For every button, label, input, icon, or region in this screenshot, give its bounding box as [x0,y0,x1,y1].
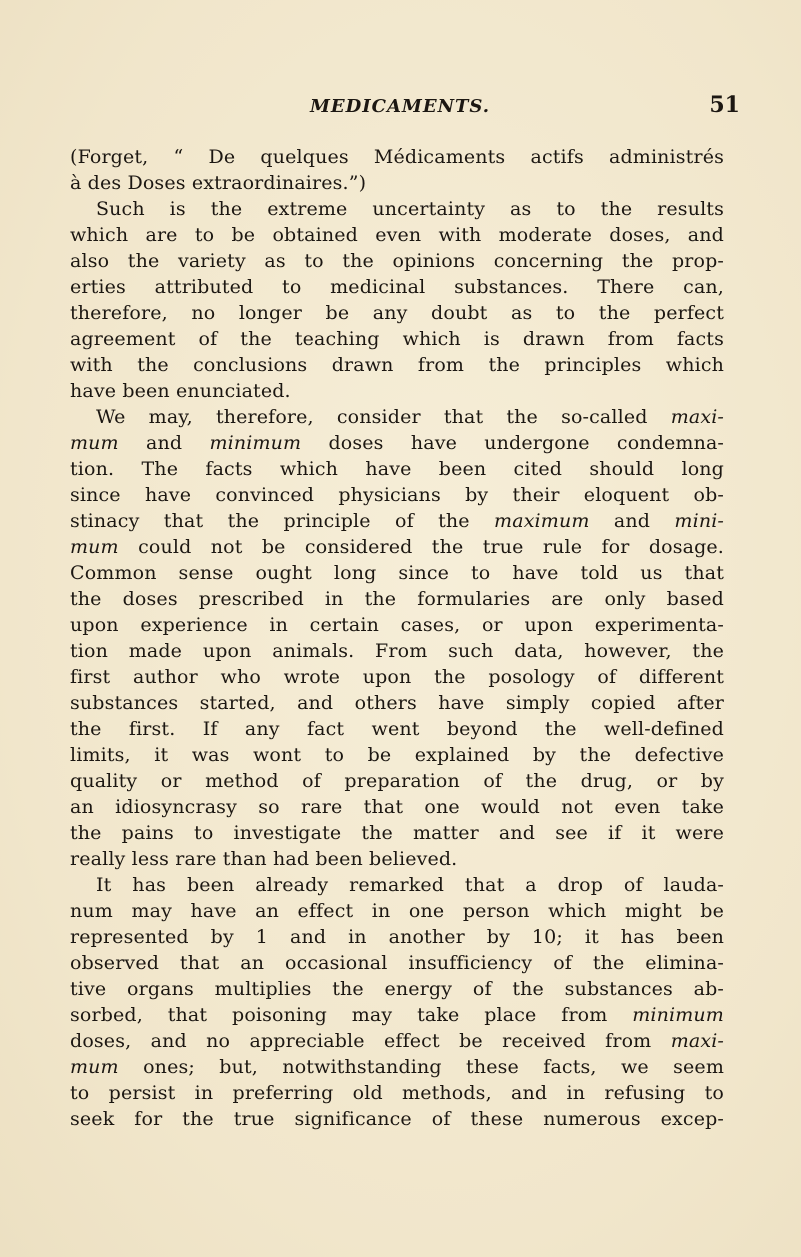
text-line: Common sense ought long since to have told us that [70,562,724,584]
text-line: first author who wrote upon the posology of different [70,666,724,688]
text-line: upon experience in certain cases, or upon experimenta- [70,614,724,636]
text-line [70,508,724,534]
text-line: limits, it was wont to be explained by the defective [70,744,724,766]
text-line: really less rare than had been believed. [70,848,458,870]
italic-term: mum [70,536,119,558]
text-line [70,430,724,456]
text-line: have been enunciated. [70,380,291,402]
italic-term: maxi- [670,406,724,428]
text-line: to persist in preferring old methods, and in refusing to [70,1082,724,1104]
text-segment: doses have undergone condemna- [301,432,725,454]
text-line: seek for the true significance of these numerous excep- [70,1108,724,1130]
body-text [70,144,724,1132]
text-line: tion made upon animals. From such data, however, the [70,640,724,662]
page-number: 51 [709,92,740,118]
italic-term: maximum [494,510,590,532]
text-line: erties attributed to medicinal substances. There can, [70,276,724,298]
text-segment: and [589,510,675,532]
text-line: which are to be obtained even with moderate doses, and [70,224,724,246]
text-line: agreement of the teaching which is drawn from facts [70,328,724,350]
text-line: quality or method of preparation of the drug, or by [70,770,724,792]
text-line: represented by 1 and in another by 10; it has been [70,926,724,948]
text-segment: doses, and no appreciable effect be received from [70,1030,671,1052]
text-line: with the conclusions drawn from the principles which [70,354,724,376]
text-line: the pains to investigate the matter and see if it were [70,822,724,844]
text-line: observed that an occasional insufficiency of the elimina- [70,952,724,974]
text-line: tion. The facts which have been cited should long [70,458,724,480]
italic-term: minimum [632,1004,724,1026]
text-segment: and [118,432,210,454]
text-line: tive organs multiplies the energy of the substances ab- [70,978,724,1000]
italic-term: maxi- [670,1030,724,1052]
text-segment: sorbed, that poisoning may take place from [70,1004,633,1026]
text-line: the first. If any fact went beyond the well-defined [70,718,724,740]
text-line: substances started, and others have simply copied after [70,692,724,714]
text-line [70,1002,724,1028]
text-line: (Forget, “ De quelques Médicaments actifs administrés [70,146,724,168]
text-line: It has been already remarked that a drop of lauda- [96,874,724,896]
italic-term: minimum [209,432,302,454]
text-line [70,1054,724,1080]
text-segment: stinacy that the principle of the [70,510,495,532]
italic-term: mum [70,1056,119,1078]
text-line [70,534,724,560]
text-line: also the variety as to the opinions concerning the prop- [70,250,724,272]
text-segment: could not be considered the true rule for dosage. [118,536,724,558]
text-line: num may have an effect in one person which might be [70,900,724,922]
italic-term: mini- [674,510,724,532]
text-line: Such is the extreme uncertainty as to the results [96,198,724,220]
text-line: an idiosyncrasy so rare that one would not even take [70,796,724,818]
running-head: MEDICAMENTS. [309,96,491,117]
italic-term: mum [70,432,119,454]
text-line: therefore, no longer be any doubt as to the perfect [70,302,724,324]
page-header [60,92,740,122]
text-segment: ones; but, notwithstanding these facts, we seem [118,1056,724,1078]
text-segment: We may, therefore, consider that the so-called [96,406,671,428]
text-line [70,404,724,430]
text-line [70,1028,724,1054]
text-line: à des Doses extraordinaires.”) [70,172,367,194]
text-line: the doses prescribed in the formularies are only based [70,588,724,610]
text-line: since have convinced physicians by their eloquent ob- [70,484,724,506]
